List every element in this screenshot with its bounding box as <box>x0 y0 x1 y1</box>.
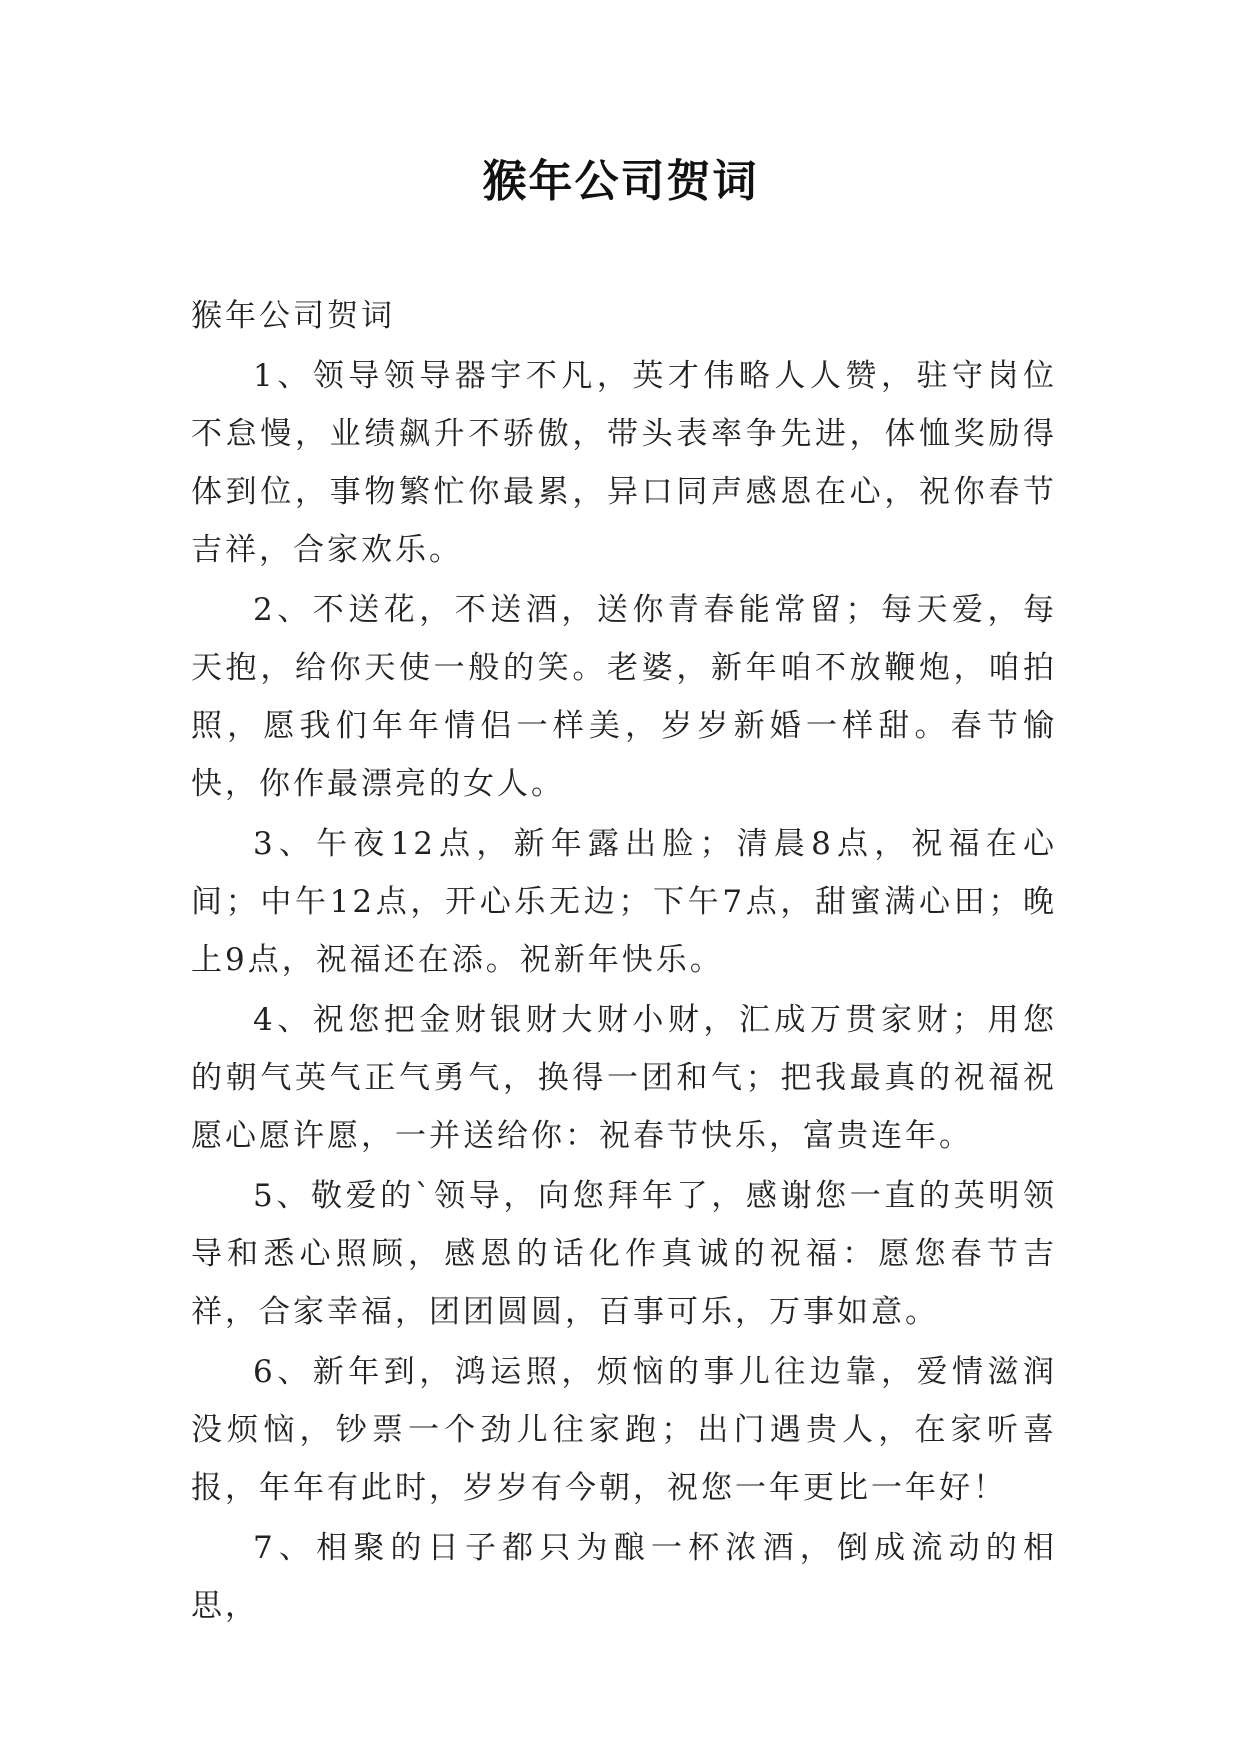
paragraph-3: 3、午夜12点，新年露出脸；清晨8点，祝福在心间；中午12点，开心乐无边；下午7点，甜蜜满心田；晚上9点，祝福还在添。祝新年快乐。 <box>191 826 1057 978</box>
paragraph-4: 4、祝您把金财银财大财小财，汇成万贯家财；用您的朝气英气正气勇气，换得一团和气；把我最真的祝福祝愿心愿许愿，一并送给你：祝春节快乐，富贵连年。 <box>191 1002 1057 1154</box>
paragraph-6: 6、新年到，鸿运照，烦恼的事儿往边靠，爱情滋润没烦恼，钞票一个劲儿往家跑；出门遇贵人，在家听喜报，年年有此时，岁岁有今朝，祝您一年更比一年好！ <box>191 1354 1057 1506</box>
document-subtitle: 猴年公司贺词 <box>191 298 395 334</box>
paragraph-2: 2、不送花，不送酒，送你青春能常留；每天爱，每天抱，给你天使一般的笑。老婆，新年咱不放鞭炮，咱拍照，愿我们年年情侣一样美，岁岁新婚一样甜。春节愉快，你作最漂亮的女人。 <box>191 592 1057 802</box>
paragraph-7: 7、相聚的日子都只为酿一杯浓酒，倒成流动的相思， <box>191 1530 1057 1624</box>
document-title: 猴年公司贺词 <box>482 156 759 207</box>
document-body <box>191 287 1057 1637</box>
paragraph-1: 1、领导领导器宇不凡，英才伟略人人赞，驻守岗位不怠慢，业绩飙升不骄傲，带头表率争先进，体恤奖励得体到位，事物繁忙你最累，异口同声感恩在心，祝你春节吉祥，合家欢乐。 <box>191 358 1057 568</box>
paragraph-5: 5、敬爱的`领导，向您拜年了，感谢您一直的英明领导和悉心照顾，感恩的话化作真诚的祝福：愿您春节吉祥，合家幸福，团团圆圆，百事可乐，万事如意。 <box>191 1178 1057 1330</box>
